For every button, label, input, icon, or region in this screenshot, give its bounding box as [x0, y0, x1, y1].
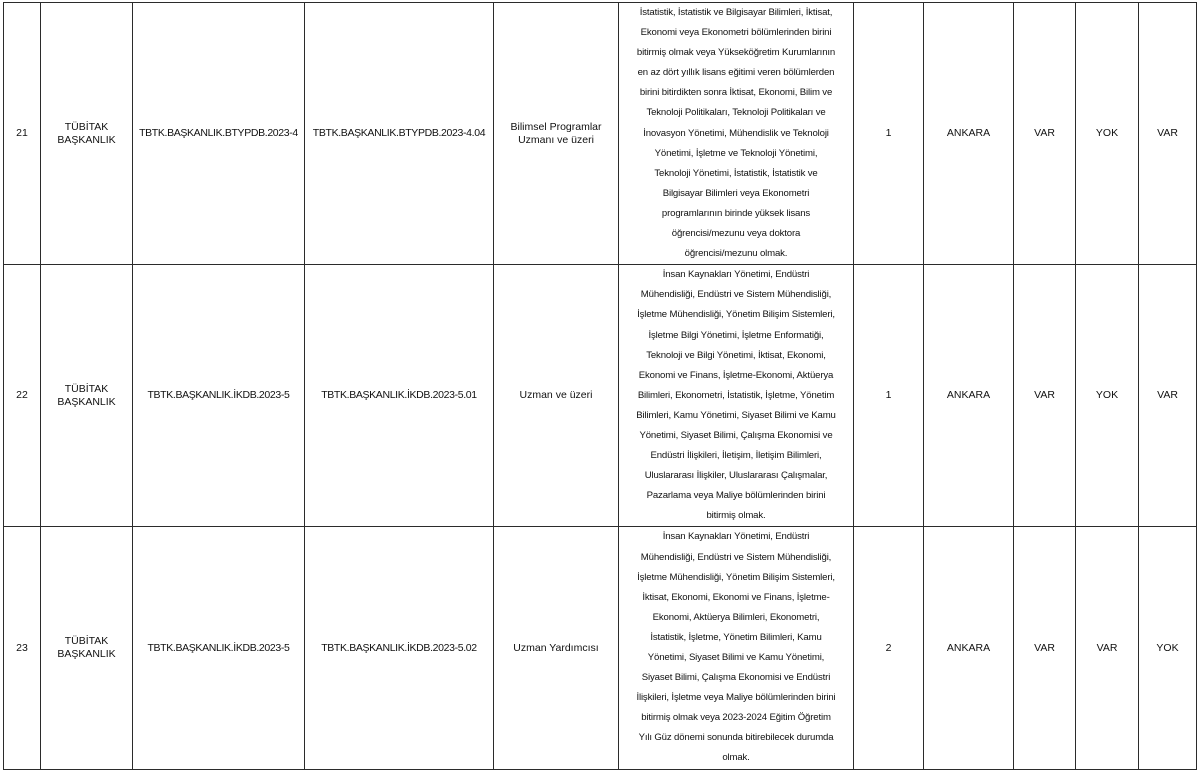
positions-table	[3, 2, 1197, 770]
position-cell	[494, 3, 619, 265]
requirements-cell-line: Bilimleri, Ekonometri, İstatistik, İşletme, Yönetim	[637, 389, 835, 401]
unit-cell-line: BAŞKANLIK	[57, 133, 116, 146]
col9-cell: VAR	[1014, 527, 1076, 769]
requirements-cell-line: Bilgisayar Bilimleri veya Ekonometri	[662, 187, 810, 199]
requirements-cell-line: İlişkileri, İşletme veya Maliye bölümlerinden birini	[636, 692, 836, 704]
row-number-cell: 22	[4, 265, 41, 527]
requirements-cell-line: öğrencisi/mezunu olmak.	[684, 248, 788, 260]
col9-cell: VAR	[1014, 3, 1076, 265]
unit-cell	[41, 265, 133, 527]
city-cell: ANKARA	[924, 527, 1014, 769]
requirements-cell	[619, 527, 854, 769]
unit-cell-line: BAŞKANLIK	[57, 648, 116, 660]
requirements-cell-line: Teknoloji Politikaları, Teknoloji Politikaları ve	[646, 107, 826, 119]
code-cell: TBTK.BAŞKANLIK.İKDB.2023-5	[133, 265, 305, 527]
requirements-cell-line: en az dört yıllık lisans eğitimi veren bölümlerden	[637, 67, 835, 79]
requirements-cell-line: Teknoloji ve Bilgi Yönetimi, İktisat, Ekonomi,	[646, 349, 826, 361]
table-row	[4, 265, 1197, 527]
requirements-cell	[619, 265, 854, 527]
col11-cell: YOK	[1139, 527, 1197, 769]
position-cell	[494, 527, 619, 769]
row-number-cell: 23	[4, 527, 41, 769]
position-cell-line: Uzman Yardımcısı	[513, 641, 599, 654]
col10-cell: YOK	[1076, 265, 1139, 527]
city-cell: ANKARA	[924, 265, 1014, 527]
city-cell: ANKARA	[924, 3, 1014, 265]
row-number-cell: 21	[4, 3, 41, 265]
requirements-cell-line: Yönetimi, Siyaset Bilimi, Çalışma Ekonomisi ve	[639, 429, 833, 441]
subcode-cell: TBTK.BAŞKANLIK.İKDB.2023-5.02	[305, 527, 494, 769]
requirements-cell-line: Endüstri İlişkileri, İletişim, İletişim Bilimleri,	[650, 450, 822, 462]
requirements-cell-line: İstatistik, İşletme, Yönetim Bilimleri, Kamu	[650, 631, 822, 643]
code-cell: TBTK.BAŞKANLIK.İKDB.2023-5	[133, 527, 305, 769]
requirements-cell-line: Siyaset Bilimi, Çalışma Ekonomisi ve Endüstri	[641, 672, 831, 684]
subcode-cell: TBTK.BAŞKANLIK.BTYPDB.2023-4.04	[305, 3, 494, 265]
requirements-cell-line: programlarının birinde yüksek lisans	[661, 207, 811, 219]
unit-cell	[41, 3, 133, 265]
position-cell-line: Bilimsel Programlar	[510, 120, 602, 133]
requirements-cell-line: Yönetimi, İşletme ve Teknoloji Yönetimi,	[654, 147, 818, 159]
unit-cell-line: TÜBİTAK	[64, 635, 109, 647]
requirements-cell-line: Uluslararası İlişkiler, Uluslararası Çalışmalar,	[644, 470, 828, 482]
count-cell: 1	[854, 3, 924, 265]
subcode-cell: TBTK.BAŞKANLIK.İKDB.2023-5.01	[305, 265, 494, 527]
col11-cell: VAR	[1139, 3, 1197, 265]
requirements-cell-line: İstatistik, İstatistik ve Bilgisayar Bilimleri, İktisat,	[639, 7, 833, 18]
requirements-cell-line: olmak.	[722, 752, 750, 764]
requirements-cell-line: Teknoloji Yönetimi, İstatistik, İstatistik ve	[654, 167, 818, 179]
requirements-cell-line: Bilimleri, Kamu Yönetimi, Siyaset Bilimi ve Kamu	[636, 409, 836, 421]
requirements-cell-line: İnsan Kaynakları Yönetimi, Endüstri	[662, 269, 810, 281]
unit-cell-line: TÜBİTAK	[64, 382, 109, 395]
requirements-cell	[619, 3, 854, 265]
table-row	[4, 3, 1197, 265]
requirements-cell-line: Ekonomi, Aktüerya Bilimleri, Ekonometri,	[652, 611, 820, 623]
requirements-cell-line: bitirmiş olmak.	[706, 510, 766, 522]
requirements-cell-line: İnovasyon Yönetimi, Mühendislik ve Teknoloji	[643, 127, 829, 139]
requirements-cell-line: İktisat, Ekonomi, Ekonomi ve Finans, İşletme-	[642, 591, 830, 603]
requirements-cell-line: İşletme Mühendisliği, Yönetim Bilişim Sistemleri,	[637, 571, 835, 583]
requirements-cell-line: Pazarlama veya Maliye bölümlerinden birini	[646, 490, 826, 502]
requirements-cell-line: Ekonomi veya Ekonometri bölümlerinden birini	[640, 27, 832, 39]
position-cell-line: Uzman ve üzeri	[519, 389, 593, 402]
requirements-cell-line: birini bitirdikten sonra İktisat, Ekonomi, Bilim ve	[639, 87, 833, 99]
requirements-cell-line: bitirmiş olmak veya Yükseköğretim Kurumlarının	[636, 47, 836, 59]
requirements-cell-line: İnsan Kaynakları Yönetimi, Endüstri	[662, 531, 810, 543]
requirements-cell-line: Yılı Güz dönemi sonunda bitirebilecek durumda	[638, 732, 834, 744]
requirements-cell-line: İşletme Bilgi Yönetimi, İşletme Enformatiği,	[648, 329, 824, 341]
requirements-cell-line: Ekonomi ve Finans, İşletme-Ekonomi, Aktüerya	[638, 369, 834, 381]
requirements-cell-line: İşletme Mühendisliği, Yönetim Bilişim Sistemleri,	[637, 309, 835, 321]
position-cell-line: Uzmanı ve üzeri	[518, 133, 594, 146]
col10-cell: YOK	[1076, 3, 1139, 265]
col10-cell: VAR	[1076, 527, 1139, 769]
requirements-cell-line: öğrencisi/mezunu veya doktora	[671, 228, 801, 240]
requirements-cell-line: Yönetimi, Siyaset Bilimi ve Kamu Yönetimi,	[647, 652, 825, 663]
table-row	[4, 527, 1197, 769]
requirements-cell-line: Mühendisliği, Endüstri ve Sistem Mühendisliği,	[640, 289, 832, 301]
count-cell: 2	[854, 527, 924, 769]
code-cell: TBTK.BAŞKANLIK.BTYPDB.2023-4	[133, 3, 305, 265]
unit-cell	[41, 527, 133, 769]
table-body	[4, 3, 1197, 770]
requirements-cell-line: bitirmiş olmak veya 2023-2024 Eğitim Öğretim	[641, 712, 831, 724]
position-cell	[494, 265, 619, 527]
unit-cell-line: TÜBİTAK	[64, 120, 109, 133]
unit-cell-line: BAŞKANLIK	[57, 395, 116, 408]
col11-cell: VAR	[1139, 265, 1197, 527]
requirements-cell-line: Mühendisliği, Endüstri ve Sistem Mühendisliği,	[640, 551, 832, 563]
col9-cell: VAR	[1014, 265, 1076, 527]
count-cell: 1	[854, 265, 924, 527]
